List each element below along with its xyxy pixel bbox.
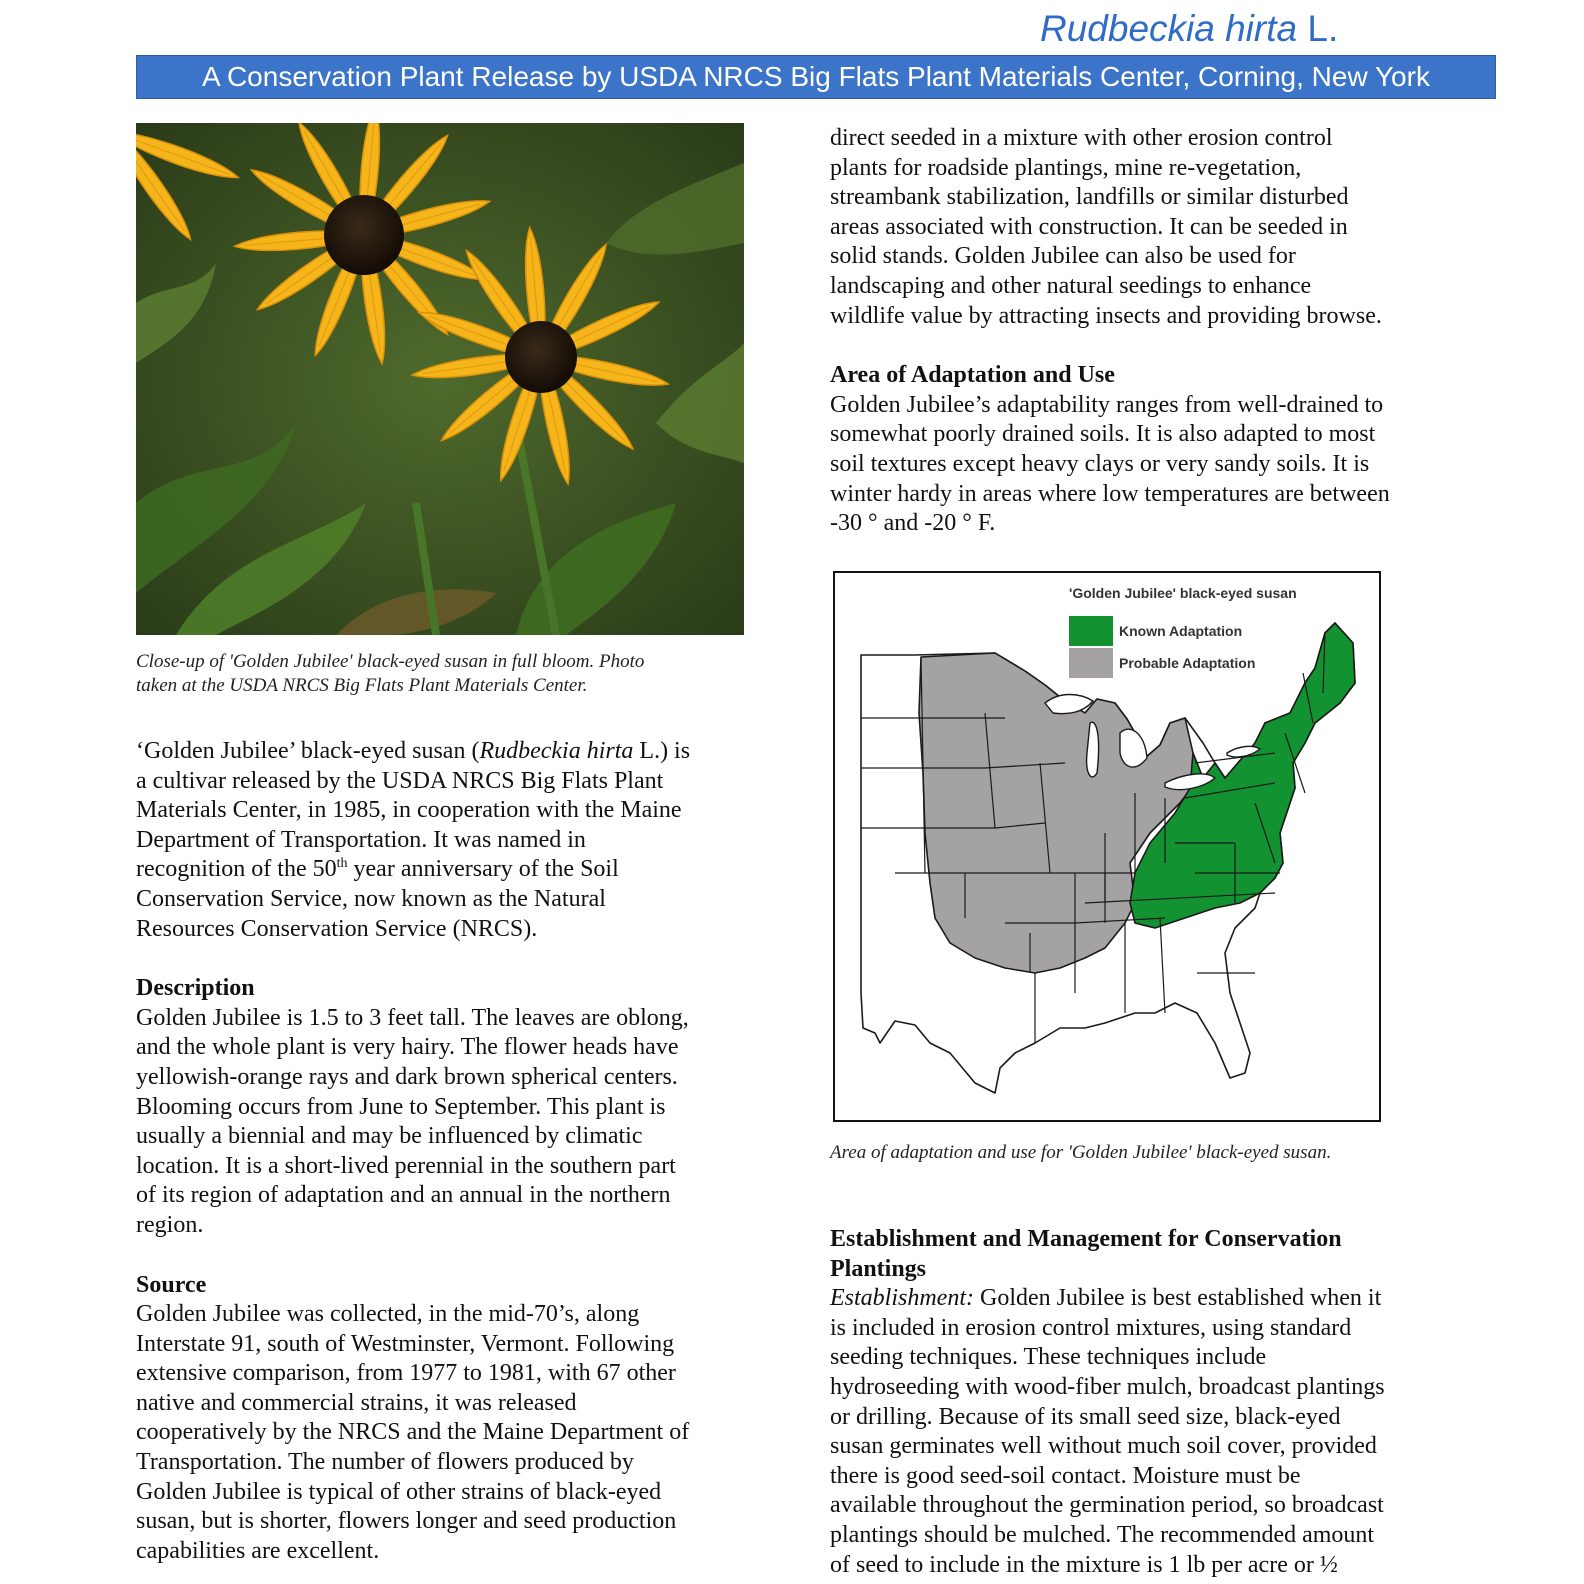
source-heading: Source: [136, 1271, 207, 1298]
establishment-line: or drilling. Because of its small seed size, black-eyed: [830, 1403, 1341, 1430]
establishment-line: [830, 1284, 1470, 1314]
description-line: Golden Jubilee is 1.5 to 3 feet tall. The leaves are oblong,: [136, 1004, 689, 1031]
species-title: [1040, 8, 1338, 50]
photo-caption: [136, 650, 736, 698]
source-line: Golden Jubilee was collected, in the mid-70’s, along: [136, 1301, 640, 1328]
intro-line: [136, 737, 756, 767]
map-caption: Area of adaptation and use for 'Golden Jubilee' black-eyed susan.: [830, 1142, 1332, 1163]
description-line: location. It is a short-lived perennial in the southern part: [136, 1152, 676, 1179]
intro-line: [136, 855, 756, 885]
photo-caption-line: Close-up of 'Golden Jubilee' black-eyed susan in full bloom. Photo: [136, 651, 645, 672]
intro-text: L.) is: [633, 738, 691, 764]
body-line: direct seeded in a mixture with other erosion control: [830, 125, 1333, 151]
establishment-section: [830, 1225, 1470, 1580]
intro-text: year anniversary of the Soil: [347, 856, 619, 883]
source-line: Transportation. The number of flowers produced by: [136, 1449, 634, 1476]
legend-known: [1069, 616, 1242, 646]
establishment-line: is included in erosion control mixtures, using standard: [830, 1314, 1352, 1341]
establishment-line: seeding techniques. These techniques include: [830, 1344, 1267, 1371]
adaptation-line: soil textures except heavy clays or very sandy soils. It is: [830, 450, 1370, 477]
description-line: Blooming occurs from June to September. This plant is: [136, 1093, 666, 1120]
intro-superscript: th: [336, 856, 348, 872]
adaptation-line: winter hardy in areas where low temperatures are between: [830, 480, 1390, 507]
description-heading: Description: [136, 975, 255, 1002]
establishment-heading: Establishment and Management for Conservation: [830, 1226, 1342, 1252]
intro-line: Materials Center, in 1985, in cooperation with the Maine: [136, 797, 682, 824]
body-line: wildlife value by attracting insects and providing browse.: [830, 302, 1382, 329]
establishment-line: plantings should be mulched. The recommended amount: [830, 1521, 1375, 1548]
establishment-line: available throughout the germination period, so broadcast: [830, 1492, 1384, 1519]
establishment-line: hydroseeding with wood-fiber mulch, broadcast plantings: [830, 1373, 1385, 1400]
black-eyed-susan-photo-icon: [136, 123, 744, 635]
body-line: streambank stabilization, landfills or similar disturbed: [830, 184, 1349, 211]
establishment-lead: Establishment:: [830, 1285, 974, 1312]
description-line: region.: [136, 1211, 204, 1238]
legend-probable-swatch: [1069, 648, 1113, 678]
intro-line: Conservation Service, now known as the Natural: [136, 885, 606, 912]
body-line: landscaping and other natural seedings to enhance: [830, 272, 1312, 299]
adaptation-line: somewhat poorly drained soils. It is also adapted to most: [830, 421, 1376, 448]
intro-text: recognition of the 50: [136, 856, 337, 883]
source-line: extensive comparison, from 1977 to 1981, with 67 other: [136, 1360, 676, 1387]
adaptation-line: -30 ° and -20 ° F.: [830, 510, 996, 537]
description-line: usually a biennial and may be influenced by climatic: [136, 1123, 643, 1150]
left-column: [136, 737, 756, 1566]
legend-probable-label: Probable Adaptation: [1119, 655, 1256, 671]
body-line: solid stands. Golden Jubilee can also be used for: [830, 243, 1296, 270]
establishment-line: of seed to include in the mixture is 1 lb per acre or ½: [830, 1551, 1338, 1578]
source-line: cooperatively by the NRCS and the Maine Department of: [136, 1419, 690, 1446]
source-line: susan, but is shorter, flowers longer and seed production: [136, 1508, 677, 1535]
description-line: yellowish-orange rays and dark brown spherical centers.: [136, 1063, 678, 1090]
intro-line: a cultivar released by the USDA NRCS Big Flats Plant: [136, 767, 664, 794]
legend-known-swatch: [1069, 616, 1113, 646]
description-line: and the whole plant is very hairy. The flower heads have: [136, 1034, 679, 1061]
source-line: capabilities are excellent.: [136, 1537, 380, 1564]
establishment-heading: Plantings: [830, 1255, 927, 1282]
body-line: plants for roadside plantings, mine re-vegetation,: [830, 154, 1302, 181]
intro-line: Department of Transportation. It was named in: [136, 826, 586, 853]
legend-known-label: Known Adaptation: [1119, 623, 1243, 639]
establishment-text: Golden Jubilee is best established when it: [974, 1285, 1382, 1312]
establishment-line: susan germinates well without much soil cover, provided: [830, 1433, 1377, 1460]
adaptation-map: [833, 571, 1381, 1122]
adaptation-heading: Area of Adaptation and Use: [830, 362, 1115, 389]
adaptation-line: Golden Jubilee’s adaptability ranges from well-drained to: [830, 391, 1384, 418]
species-name: Rudbeckia hirta: [1040, 8, 1298, 49]
right-column-top: [830, 124, 1470, 539]
body-line: areas associated with construction. It can be seeded in: [830, 213, 1348, 240]
intro-species: Rudbeckia hirta: [479, 738, 634, 764]
release-banner: A Conservation Plant Release by USDA NRCS Big Flats Plant Materials Center, Corning, New York: [136, 55, 1496, 99]
source-line: Golden Jubilee is typical of other strains of black-eyed: [136, 1478, 662, 1505]
species-author: L.: [1297, 8, 1339, 49]
photo-caption-line: taken at the USDA NRCS Big Flats Plant Materials Center.: [136, 675, 588, 696]
legend-probable: [1069, 648, 1255, 678]
map-title: 'Golden Jubilee' black-eyed susan: [1069, 585, 1297, 601]
description-line: of its region of adaptation and an annual in the northern: [136, 1182, 671, 1209]
intro-line: Resources Conservation Service (NRCS).: [136, 915, 538, 942]
source-line: native and commercial strains, it was released: [136, 1389, 577, 1416]
intro-text: ‘Golden Jubilee’ black-eyed susan (: [136, 738, 480, 764]
flower-photo: [136, 123, 744, 635]
source-line: Interstate 91, south of Westminster, Vermont. Following: [136, 1330, 675, 1357]
establishment-line: there is good seed-soil contact. Moisture must be: [830, 1462, 1301, 1489]
